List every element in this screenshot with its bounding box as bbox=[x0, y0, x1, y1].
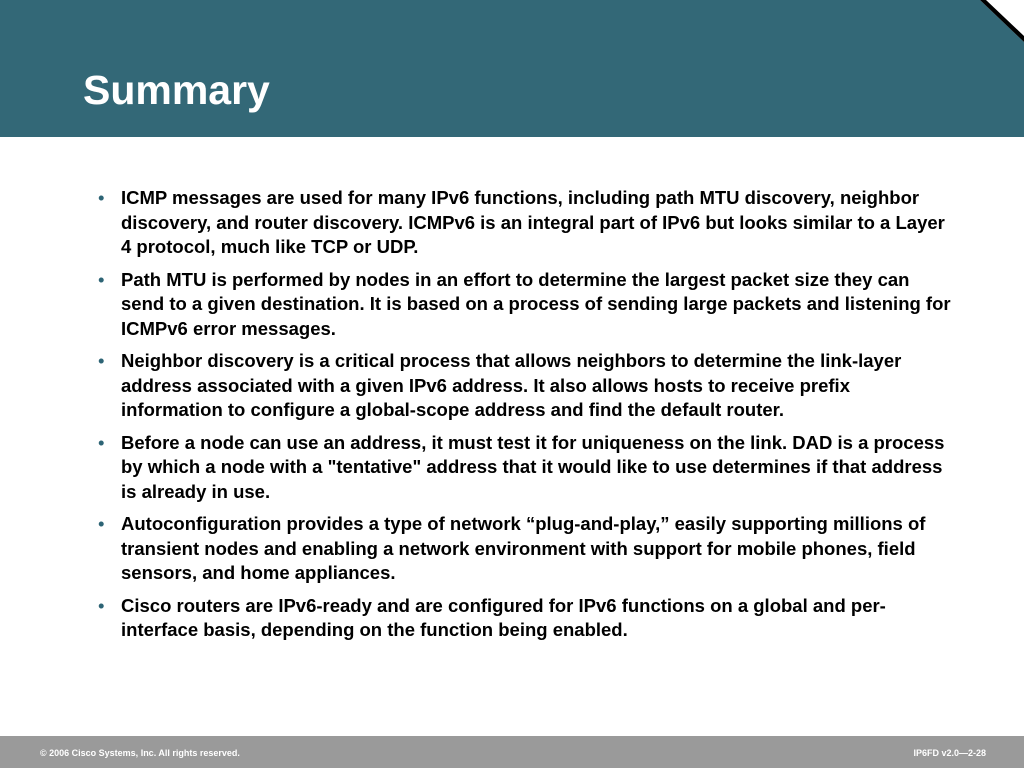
bullet-list bbox=[96, 186, 956, 651]
bullet-dot-icon: • bbox=[98, 513, 105, 534]
bullet-text: Autoconfiguration provides a type of network “plug-and-play,” easily supporting millions of transient nodes and enabling a network environment with support for mobile phones, field sensors, and home appliances. bbox=[121, 513, 926, 583]
bullet-dot-icon: • bbox=[98, 431, 105, 453]
bullet-dot-icon: • bbox=[98, 350, 105, 371]
bullet-item bbox=[96, 594, 956, 643]
bullet-item bbox=[96, 186, 956, 260]
bullet-item bbox=[96, 431, 956, 505]
bullet-dot-icon: • bbox=[98, 594, 105, 616]
bullet-text: ICMP messages are used for many IPv6 functions, including path MTU discovery, neighbor discovery, and router discovery. ICMPv6 is an integral part of IPv6 but looks similar to a Layer 4 protocol, much like TCP or UDP. bbox=[121, 187, 945, 257]
header-bar bbox=[0, 0, 1024, 137]
bullet-text: Path MTU is performed by nodes in an effort to determine the largest packet size they can send to a given destination. It is based on a process of sending large packets and listening for ICMPv6 error messages. bbox=[121, 268, 951, 339]
footer-bar bbox=[0, 736, 1024, 768]
bullet-item bbox=[96, 349, 956, 423]
bullet-text: Before a node can use an address, it must test it for uniqueness on the link. DAD is a process by which a node with a "tentative" address that it would like to use determines if that address is already in use. bbox=[121, 431, 945, 502]
slide-title: Summary bbox=[83, 67, 270, 113]
bullet-dot-icon: • bbox=[98, 187, 105, 208]
bullet-item bbox=[96, 268, 956, 342]
bullet-text: Cisco routers are IPv6-ready and are configured for IPv6 functions on a global and per-interface basis, depending on the function being enabled. bbox=[121, 594, 886, 640]
footer-course-code: IP6FD v2.0—2-28 bbox=[913, 748, 986, 758]
bullet-text: Neighbor discovery is a critical process that allows neighbors to determine the link-layer address associated with a given IPv6 address. It also allows hosts to receive prefix information to configure a global-scope address and find the default router. bbox=[121, 350, 902, 420]
corner-fold-decoration bbox=[980, 0, 1024, 42]
footer-copyright: © 2006 Cisco Systems, Inc. All rights reserved. bbox=[40, 748, 240, 758]
bullet-dot-icon: • bbox=[98, 268, 105, 290]
bullet-item bbox=[96, 512, 956, 586]
